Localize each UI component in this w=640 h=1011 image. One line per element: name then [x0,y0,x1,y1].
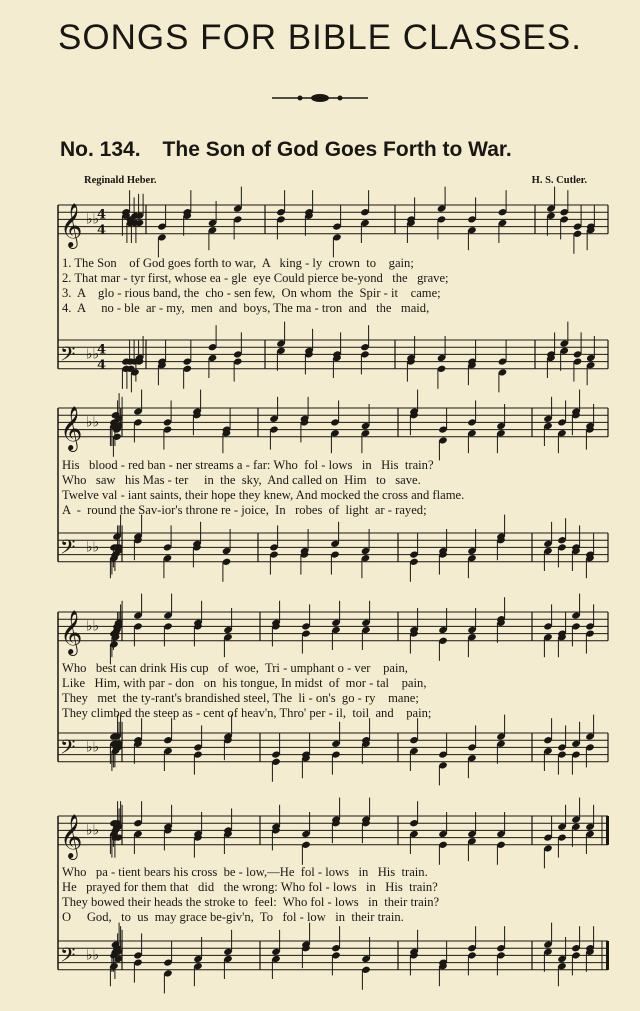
time-signature-bottom: 4 [97,357,107,373]
lyric-line: He prayed for them that did the wrong: Who fol - lows in His train? [62,880,438,894]
key-signature-flats: ♭♭ [86,414,100,431]
lyric-line: Like Him, with par - don on his tongue, In midst of mor - tal pain, [62,676,427,690]
lyrics-block-3 [62,661,582,721]
lyric-line: His blood - red ban - ner streams a - far: Who fol - lows in His train? [62,458,434,472]
key-signature-flats: ♭♭ [86,947,100,964]
time-signature-bottom: 4 [97,222,107,238]
lyric-line: Who saw his Mas - ter in the sky, And called on Him to save. [62,473,421,487]
lyric-line: They met the ty-rant's brandished steel, The li - on's go - ry mane; [62,691,419,705]
lyric-line: They climbed the steep as - cent of heav'n, Thro' per - il, toil and pain; [62,706,432,720]
composer-credit: H. S. Cutler. [531,175,587,186]
lyric-line: Twelve val - iant saints, their hope they knew, And mocked the cross and flame. [62,488,465,502]
lyric-line: 4. A no - ble ar - my, men and boys, The ma - tron and the maid, [62,301,430,315]
hymn-title: The Son of God Goes Forth to War. [162,138,512,161]
lyric-line: 3. A glo - rious band, the cho - sen few, On whom the Spir - it came; [62,286,441,300]
key-signature-flats: ♭♭ [86,739,100,756]
treble-clef-icon: 𝄞 [60,202,83,247]
bass-clef-icon: 𝄢 [60,342,76,371]
final-barline-thick [606,941,609,970]
key-signature-flats: ♭♭ [86,211,100,228]
lyric-line: They bowed their heads the stroke to feel: Who fol - lows in their train? [62,895,440,909]
time-signature-top: 4 [97,342,107,358]
lyrics-block-2 [62,458,582,518]
lyric-line: 2. That mar - tyr first, whose ea - gle eye Could pierce be-yond the grave; [62,271,449,285]
lyrics-block-1 [62,256,582,316]
author-credit: Reginald Heber. [84,175,157,186]
lyric-line: Who pa - tient bears his cross be - low,—He fol - lows in His train. [62,865,428,879]
key-signature-flats: ♭♭ [86,618,100,635]
lyric-line: Who best can drink His cup of woe, Tri - umphant o - ver pain, [62,661,408,675]
treble-clef-icon: 𝄞 [60,609,83,654]
key-signature-flats: ♭♭ [86,539,100,556]
bass-clef-icon: 𝄢 [60,735,76,764]
key-signature-flats: ♭♭ [86,346,100,363]
treble-clef-icon: 𝄞 [60,405,83,450]
time-signature-top: 4 [97,207,107,223]
key-signature-flats: ♭♭ [86,822,100,839]
treble-clef-icon: 𝄞 [60,813,83,858]
bass-clef-icon: 𝄢 [60,943,76,972]
lyric-line: 1. The Son of God goes forth to war, A king - ly crown to gain; [62,256,414,270]
hymn-number: No. 134. [60,138,141,161]
lyric-line: O God, to us may grace be-giv'n, To fol - low in their train. [62,910,404,924]
lyrics-block-4 [62,865,582,925]
lyric-line: A - round the Sav-ior's throne re - joice, In robes of light ar - rayed; [62,503,427,517]
book-title: SONGS FOR BIBLE CLASSES. [58,18,582,57]
bass-clef-icon: 𝄢 [60,535,76,564]
final-barline-thick [606,816,609,845]
